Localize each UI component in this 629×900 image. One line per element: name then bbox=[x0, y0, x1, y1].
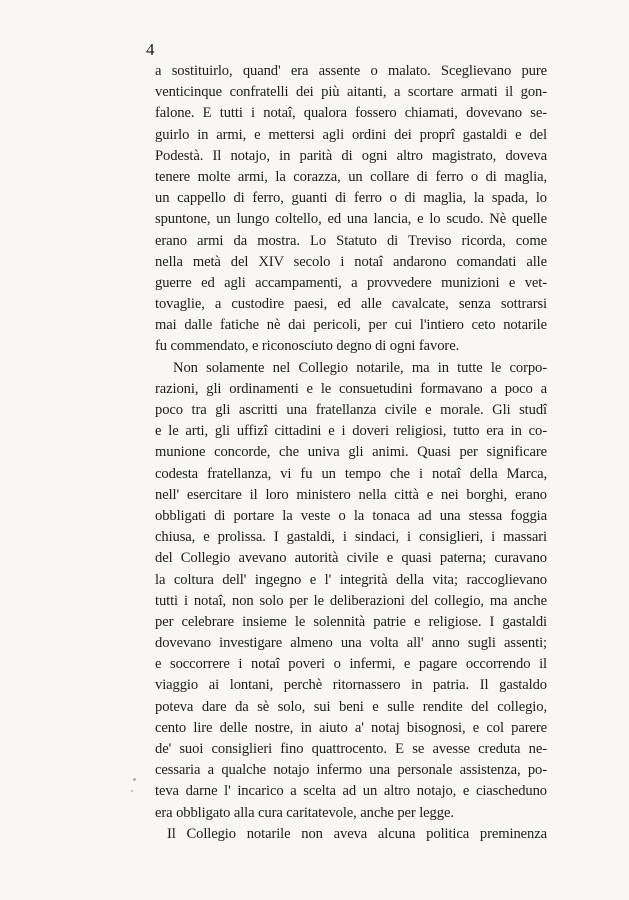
text-line: falone. E tutti i notaî, qualora fossero chiamati, dovevano se- bbox=[155, 105, 547, 122]
text-line: nella metà del XIV secolo i notaî andarono comandati alle bbox=[155, 253, 547, 270]
text-line: fu commendato, e riconosciuto degno di ogni favore. bbox=[155, 338, 460, 355]
text-line: guirlo in armi, e mettersi agli ordini dei proprî gastaldi e del bbox=[155, 126, 547, 143]
text-line: venticinque confratelli dei più aitanti, a scortare armati il gon- bbox=[155, 84, 547, 101]
paper-speck bbox=[131, 790, 133, 792]
paper-speck bbox=[133, 778, 136, 781]
text-line: razioni, gli ordinamenti e le consuetudini formavano a poco a bbox=[155, 380, 547, 397]
text-line: la coltura dell' ingegno e l' integrità della vita; raccoglievano bbox=[155, 571, 547, 588]
text-line: tenere molte armi, la corazza, un collare di ferro o di maglia, bbox=[155, 168, 547, 185]
text-line: un cappello di ferro, guanti di ferro o di maglia, la spada, lo bbox=[155, 190, 547, 207]
text-line: e soccorrere i notaî poveri o infermi, e pagare occorrendo il bbox=[155, 656, 547, 673]
text-line: chiusa, e prolissa. I gastaldi, i sindaci, i consiglieri, i massari bbox=[155, 529, 547, 546]
text-line: Il Collegio notarile non aveva alcuna politica preminenza bbox=[167, 825, 547, 842]
text-line: tovaglie, a custodire paesi, ed alle cavalcate, senza sottrarsi bbox=[155, 296, 547, 313]
text-line: cento lire delle nostre, in aiuto a' notaj bisognosi, e col parere bbox=[155, 719, 547, 736]
text-line: spuntone, un lungo coltello, ed una lancia, e lo scudo. Nè quelle bbox=[155, 211, 547, 228]
text-line: dovevano investigare almeno una volta all' anno sugli assenti; bbox=[155, 635, 547, 652]
page-number: 4 bbox=[146, 40, 155, 59]
text-line: erano armi da mostra. Lo Statuto di Treviso ricorda, come bbox=[155, 232, 547, 249]
text-line: de' suoi consiglieri fino quattrocento. E se avesse creduta ne- bbox=[155, 741, 547, 757]
text-line: tutti i notaî, non solo per le deliberazioni del collegio, ma anche bbox=[155, 592, 547, 609]
text-line: e le arti, gli uffizî cittadini e i doveri religiosi, tutto era in co- bbox=[155, 423, 547, 440]
text-line: guerre ed agli accampamenti, a provvedere munizioni e vet- bbox=[155, 274, 547, 291]
text-line: a sostituirlo, quand' era assente o malato. Sceglievano pure bbox=[155, 63, 547, 79]
text-line: poco tra gli ascritti una fratellanza civile e morale. Gli studî bbox=[155, 402, 547, 418]
text-line: del Collegio avevano autorità civile e quasi paterna; curavano bbox=[155, 550, 547, 567]
text-line: teva darne l' incarico a scelta ad un altro notajo, e ciascheduno bbox=[155, 783, 547, 800]
text-line: Non solamente nel Collegio notarile, ma in tutte le corpo- bbox=[173, 359, 547, 376]
body-text bbox=[155, 61, 547, 845]
text-line: munione concorde, che univa gli animi. Quasi per significare bbox=[155, 444, 547, 461]
text-line: Podestà. Il notajo, in parità di ogni altro magistrato, doveva bbox=[155, 147, 547, 164]
text-line: codesta fratellanza, vi fu un tempo che i notaî della Marca, bbox=[155, 465, 547, 482]
text-line: cessaria a qualche notajo infermo una personale assistenza, po- bbox=[155, 762, 547, 779]
text-line: era obbligato alla cura caritatevole, anche per legge. bbox=[155, 804, 454, 821]
text-line: poteva dare da sè solo, sui beni e sulle rendite del collegio, bbox=[155, 698, 547, 715]
text-line: mai dalle fatiche nè dai pericoli, per cui l'intiero ceto notarile bbox=[155, 317, 547, 334]
text-line: obbligati di portare la veste o la tonaca ad una stessa foggia bbox=[155, 507, 547, 524]
text-line: nell' esercitare il loro ministero nella città e nei borghi, erano bbox=[155, 486, 547, 503]
text-line: viaggio ai lontani, perchè ritornassero in patria. Il gastaldo bbox=[155, 677, 547, 694]
text-line: per celebrare insieme le solennità patrie e religiose. I gastaldi bbox=[155, 613, 547, 630]
